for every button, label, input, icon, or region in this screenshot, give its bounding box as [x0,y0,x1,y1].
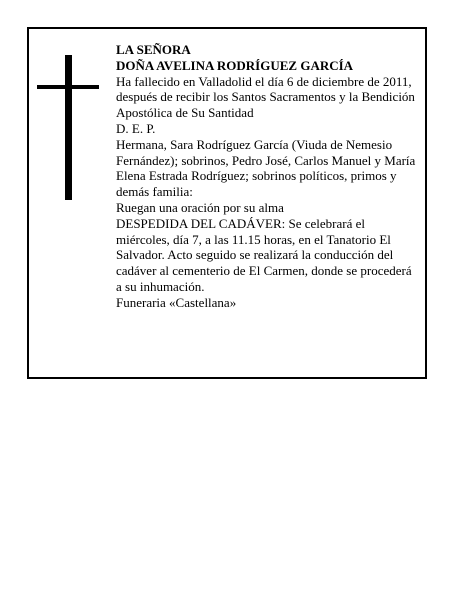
funeral-home: Funeraria «Castellana» [116,294,237,310]
farewell-details: DESPEDIDA DEL CADÁVER: Se celebrará el miércoles, día 7, a las 11.15 horas, en el Tanatorio El Salvador. Acto seguido se realizará la conducción del cadáver al cementerio de El Carmen, donde se procederá a su inhumación. [116,215,412,294]
cross-horizontal-bar [37,85,99,89]
prayer-request: Ruegan una oración por su alma [116,199,284,215]
obituary-notice [27,27,427,379]
death-statement: Ha fallecido en Valladolid el día 6 de diciembre de 2011, después de recibir los Santos Sacramentos y la Bendición Apostólica de Su Santidad [116,73,415,121]
cross-vertical-bar [65,55,72,200]
deceased-name: DOÑA AVELINA RODRÍGUEZ GARCÍA [116,57,354,73]
cross-icon [37,55,99,200]
rip-text: D. E. P. [116,120,156,136]
notice-body [116,42,416,311]
heading-title: LA SEÑORA [116,42,191,57]
family-list: Hermana, Sara Rodríguez García (Viuda de Nemesio Fernández); sobrinos, Pedro José, Carlos Manuel y María Elena Estrada Rodríguez; sobrinos políticos, primos y demás familia: [116,136,416,200]
